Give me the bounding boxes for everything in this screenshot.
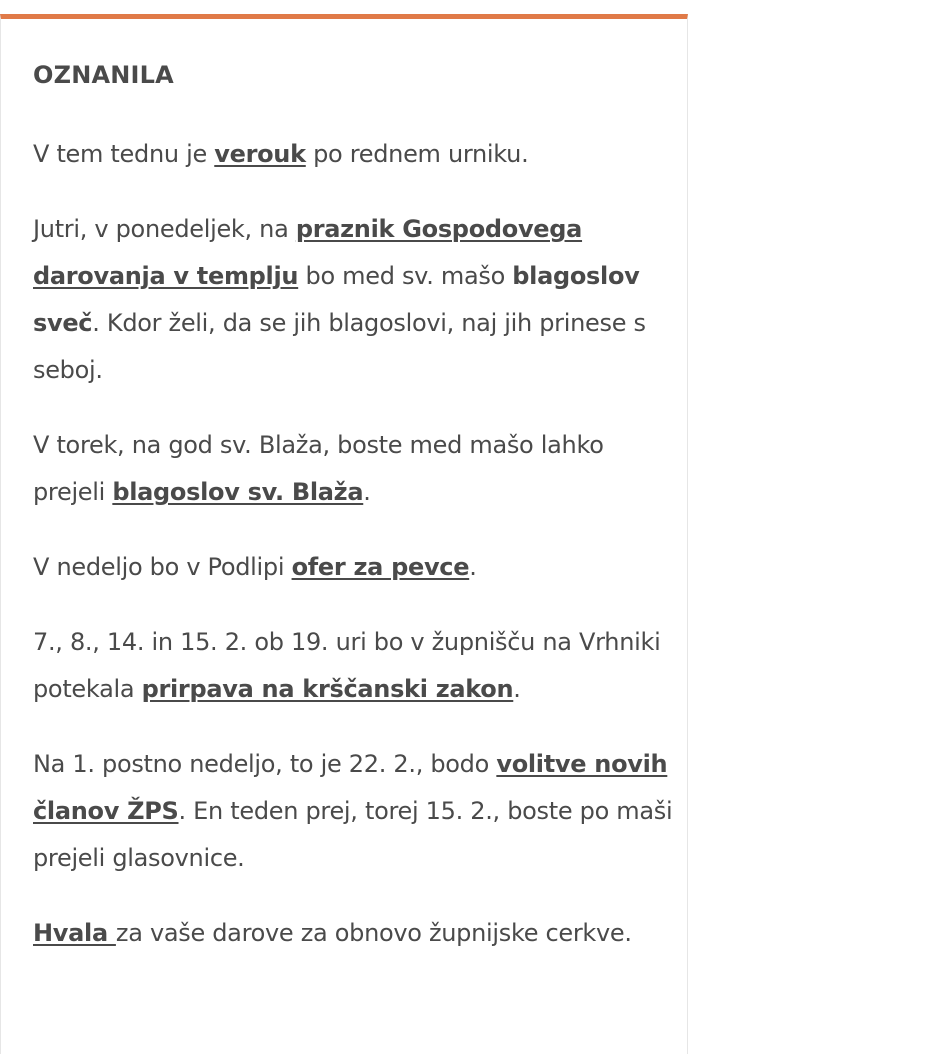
announcement-paragraph: V tem tednu je verouk po rednem urniku. [33, 140, 529, 168]
verouk-link[interactable]: verouk [214, 140, 306, 168]
hvala-link[interactable]: Hvala [33, 919, 116, 947]
volitve-zps-link[interactable]: volitve novih članov ŽPS [33, 750, 668, 825]
announcements-widget [0, 14, 688, 1054]
blagoslov-blaza-link[interactable]: blagoslov sv. Blaža [112, 478, 364, 506]
priprava-zakon-link[interactable]: prirpava na krščanski zakon [141, 675, 514, 703]
blagoslov-svec-bold: blagoslov sveč [33, 262, 640, 337]
announcement-paragraph: 7., 8., 14. in 15. 2. ob 19. uri bo v župnišču na Vrhniki potekala prirpava na krščanski zakon. [33, 628, 661, 703]
announcement-paragraph: Jutri, v ponedeljek, na praznik Gospodovega darovanja v templju bo med sv. mašo blagoslov sveč. Kdor želi, da se jih blagoslovi, naj jih prinese s seboj. [33, 215, 646, 384]
ofer-za-pevce-link[interactable]: ofer za pevce [291, 553, 470, 581]
announcements-content [33, 131, 673, 985]
announcement-paragraph: V nedeljo bo v Podlipi ofer za pevce. [33, 553, 477, 581]
announcement-paragraph: V torek, na god sv. Blaža, boste med mašo lahko prejeli blagoslov sv. Blaža. [33, 431, 604, 506]
announcement-paragraph: Na 1. postno nedeljo, to je 22. 2., bodo volitve novih članov ŽPS. En teden prej, torej 15. 2., boste po maši prejeli glasovnice. [33, 750, 673, 872]
announcement-paragraph: Hvala za vaše darove za obnovo župnijske cerkve. [33, 919, 632, 947]
widget-title: OZNANILA [33, 61, 174, 89]
praznik-link[interactable]: praznik Gospodovega darovanja v templju [33, 215, 583, 290]
